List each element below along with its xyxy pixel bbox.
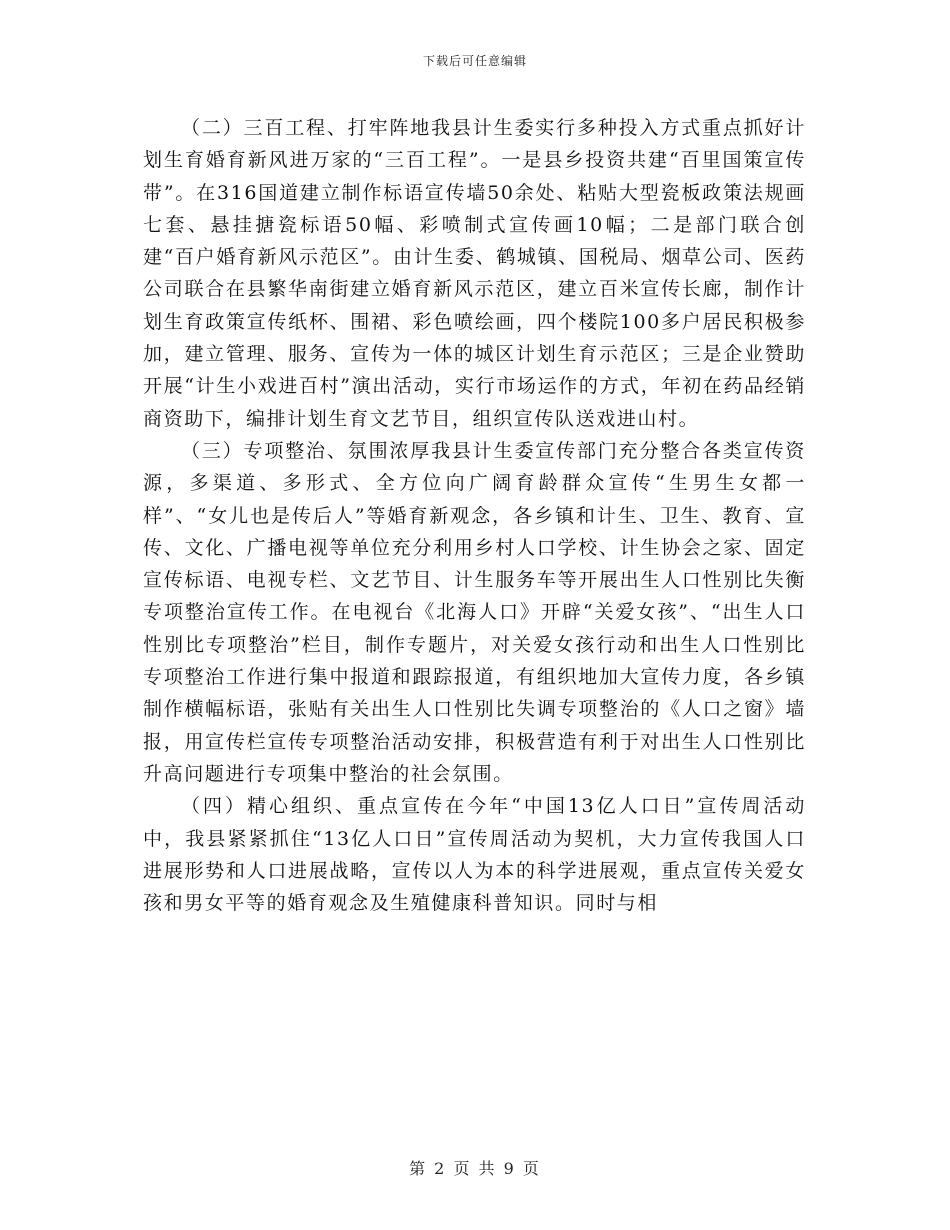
page-footer: 第 2 页 共 9 页 [409, 1159, 541, 1178]
page-header: 下载后可任意编辑 [422, 54, 527, 68]
paragraph-section-2: （二）三百工程、打牢阵地我县计生委实行多种投入方式重点抓好计划生育婚育新风进万家的“三百工程”。一是县乡投资共建“百里国策宣传带”。在316国道建立制作标语宣传墙50余处、粘贴大型瓷板政策法规画七套、悬挂搪瓷标语50幅、彩喷制式宣传画10幅；二是部门联合创建“百户婚育新风示范区”。由计生委、鹤城镇、国税局、烟草公司、医药公司联合在县繁华南街建立婚育新风示范区，建立百米宣传长廊，制作计划生育政策宣传纸杯、围裙、彩色喷绘画，四个楼院100多户居民积极参加，建立管理、服务、宣传为一体的城区计划生育示范区；三是企业赞助开展“计生小戏进百村”演出活动，实行市场运作的方式，年初在药品经销商资助下，编排计划生育文艺节目，组织宣传队送戏进山村。 [143, 117, 806, 430]
paragraph-section-3: （三）专项整治、氛围浓厚我县计生委宣传部门充分整合各类宣传资源，多渠道、多形式、全方位向广阔育龄群众宣传“生男生女都一样”、“女儿也是传后人”等婚育新观念，各乡镇和计生、卫生、教育、宣传、文化、广播电视等单位充分利用乡村人口学校、计生协会之家、固定宣传标语、电视专栏、文艺节目、计生服务车等开展出生人口性别比失衡专项整治宣传工作。在电视台《北海人口》开辟“关爱女孩”、“出生人口性别比专项整治”栏目，制作专题片，对关爱女孩行动和出生人口性别比专项整治工作进行集中报道和跟踪报道，有组织地加大宣传力度，各乡镇制作横幅标语，张贴有关出生人口性别比失调专项整治的《人口之窗》墙报，用宣传栏宣传专项整治活动安排，积极营造有利于对出生人口性别比升高问题进行专项集中整治的社会氛围。 [143, 439, 806, 785]
document-body [143, 112, 806, 919]
paragraph-section-4: （四）精心组织、重点宣传在今年“中国13亿人口日”宣传周活动中，我县紧紧抓住“13亿人口日”宣传周活动为契机，大力宣传我国人口进展形势和人口进展战略，宣传以人为本的科学进展观，重点宣传关爱女孩和男女平等的婚育观念及生殖健康科普知识。同时与相 [143, 795, 806, 915]
